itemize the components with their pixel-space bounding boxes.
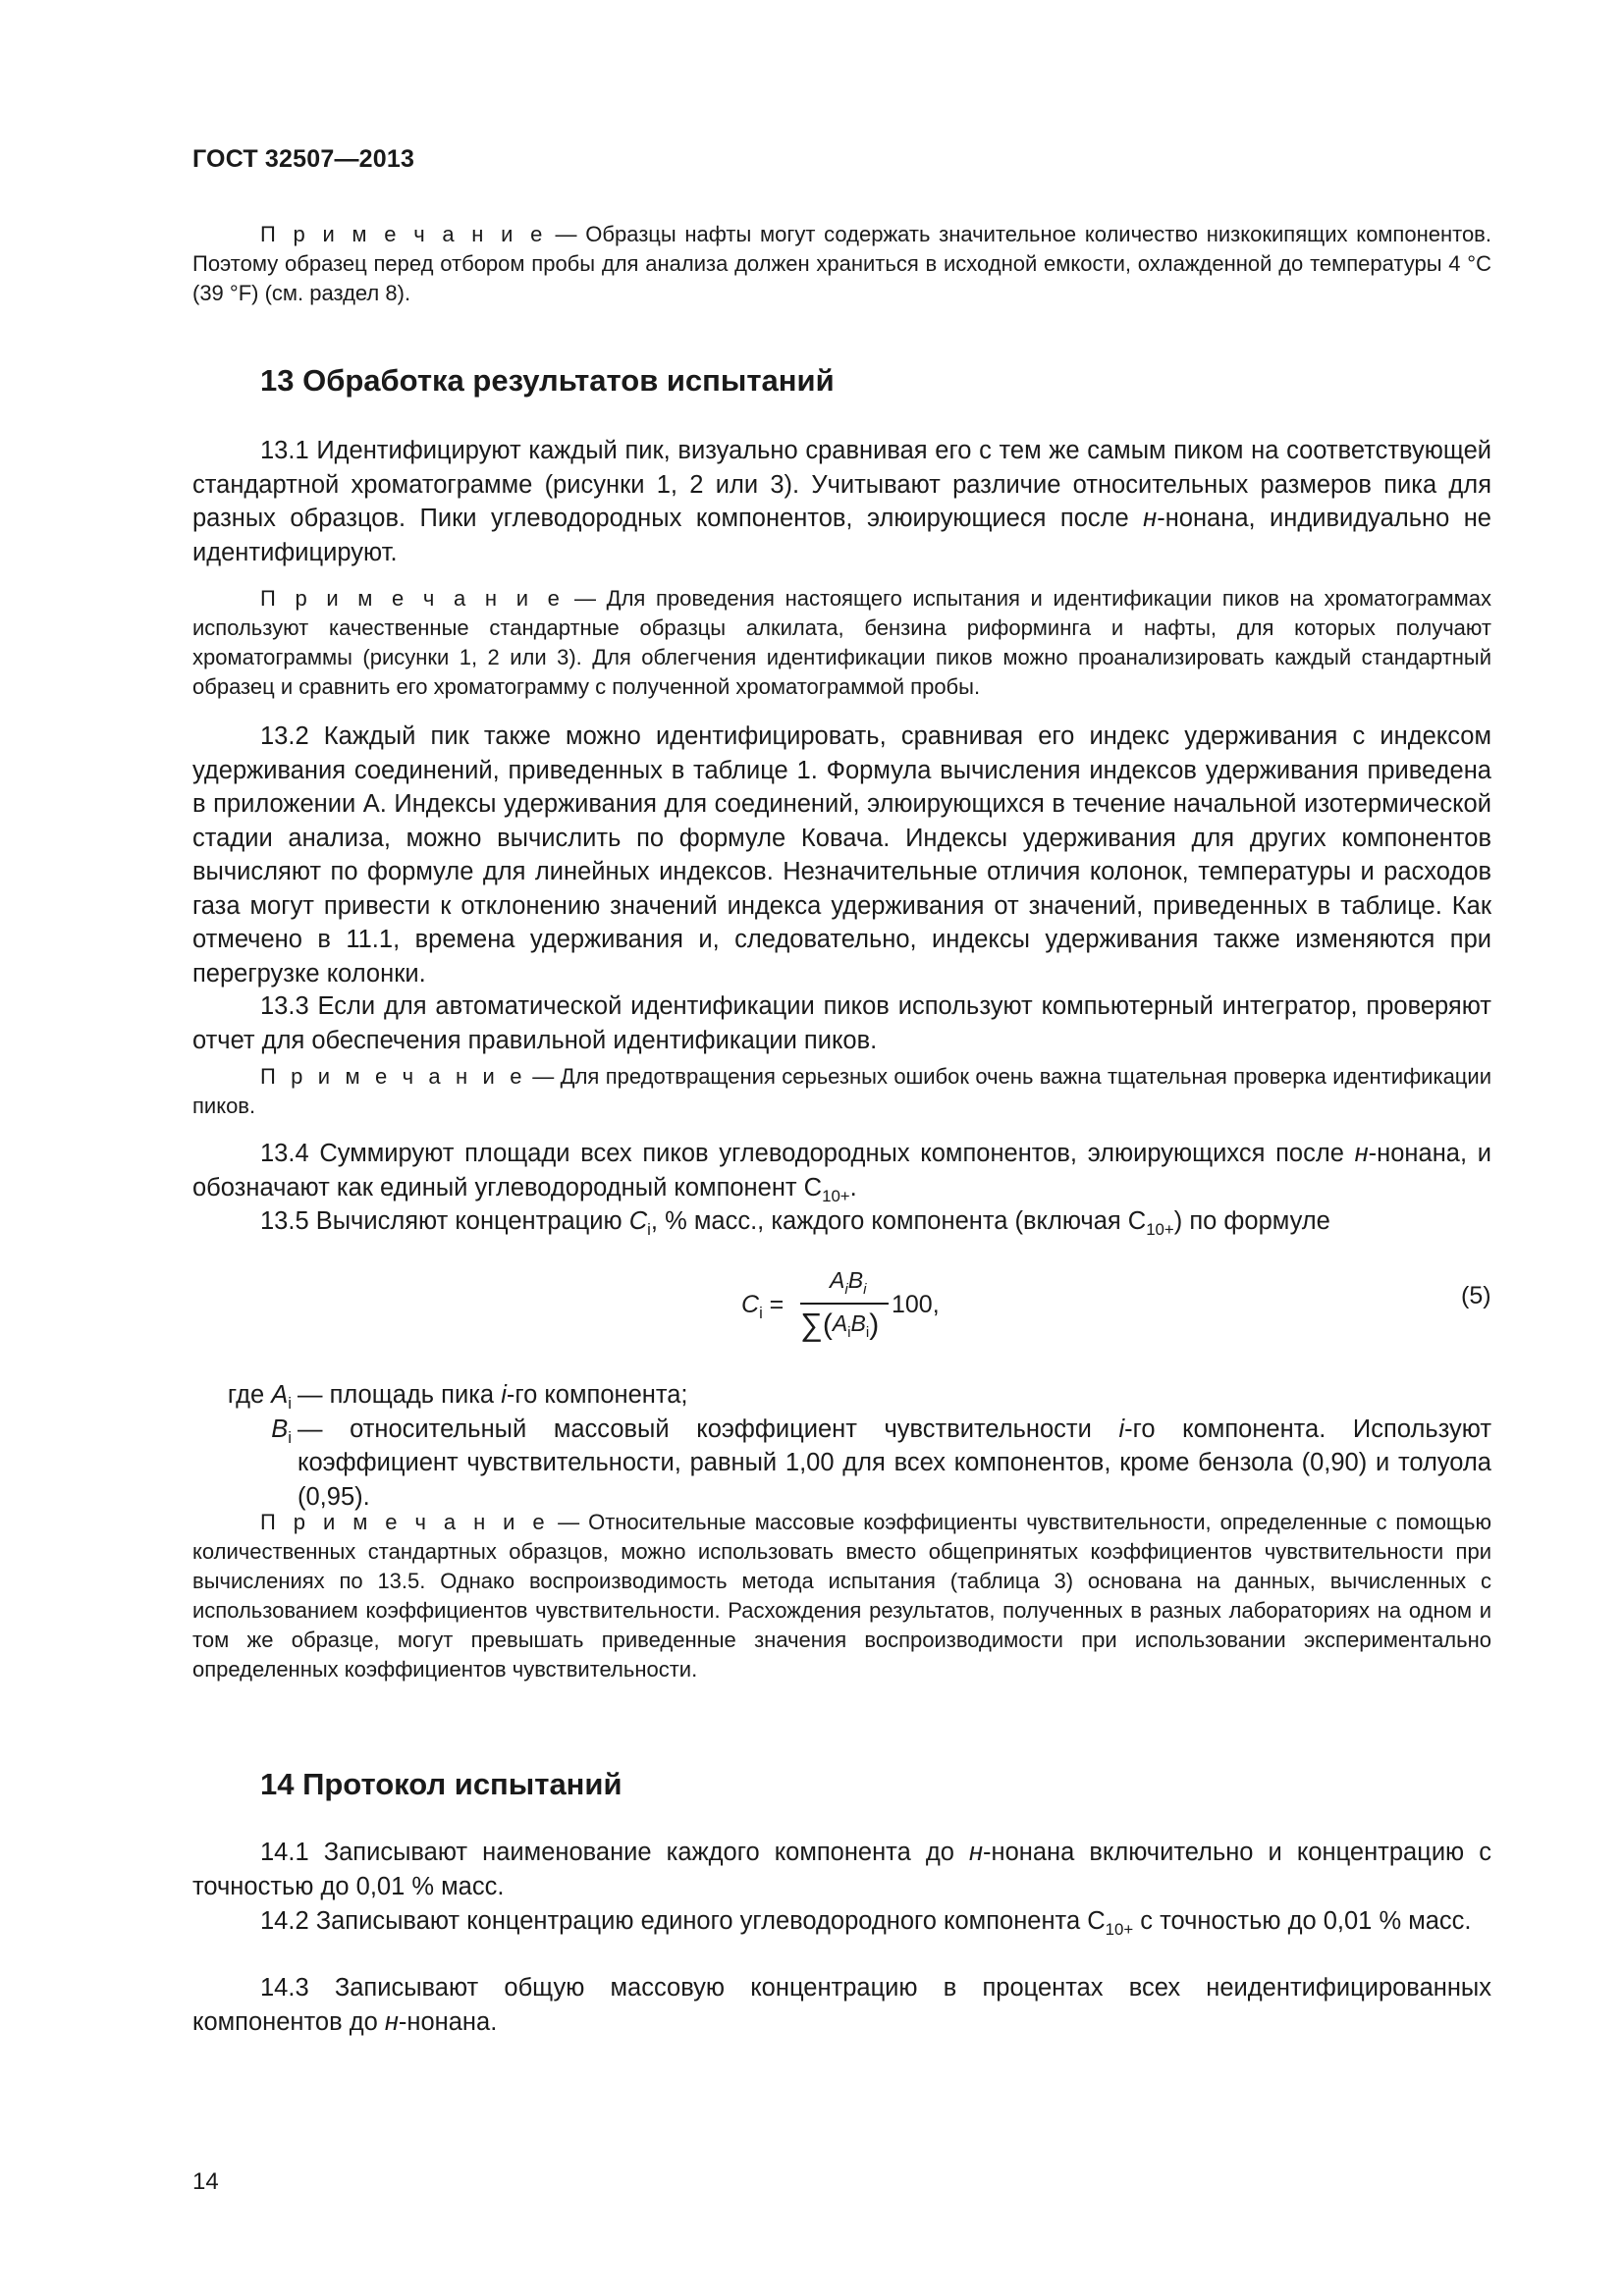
p135-ci-sub: i [647,1220,651,1239]
note-text: — Относительные массовые коэффициенты чувствительности, определенные с помощью количественных стандартных образцов, можно использовать вместо общепринятых коэффициентов чувствительности при вычислениях по 13.5. Однако воспроизводимость метода испытания (таблица 3) основана на данных, вычисленных с использованием коэффициентов чувствительности. Расхождения результатов, полученных в разных лабораториях на одном и том же образце, могут превышать приведенные значения воспроизводимости при использовании экспериментально определенных коэффициентов чувствительности. [192,1510,1491,1682]
p135-text-c: ) по формуле [1173,1207,1330,1235]
p135-text-a: 13.5 Вычисляют концентрацию [260,1207,629,1235]
paragraph-14-2 [192,1904,1491,1939]
note-text: — Для предотвращения серьезных ошибок очень важна тщательная проверка идентификации пиков. [192,1064,1491,1118]
formula-lhs-sub: i [759,1305,763,1322]
note-13-1 [192,584,1491,702]
p135-text-b: , % масс., каждого компонента (включая С [650,1207,1147,1235]
p135-sub: 10+ [1146,1220,1174,1239]
where-ai-text-b: -го компонента; [506,1381,688,1409]
where-bi-sub: i [288,1427,292,1447]
p134-text-b: -нонана, и обозначают как единый углеводородный компонент С [192,1140,1491,1201]
where-bi-text-b: -го компонента. Используют коэффициент чувствительности, равный 1,00 для всех компонентов, кроме бензола (0,90) и толуола (0,95). [298,1415,1492,1511]
sum-sign: ∑ [800,1307,823,1342]
formula-num-b: B [847,1267,864,1293]
note-naphtha-storage [192,220,1491,308]
p131-text-b: -нонана, индивидуально не идентифицируют. [192,505,1491,566]
formula-eq: = [762,1291,785,1318]
fraction-bar [800,1303,889,1305]
note-13-3 [192,1062,1491,1121]
p135-ci: C [628,1207,648,1235]
paragraph-13-3 [192,989,1491,1057]
where-item-bi [192,1413,1491,1515]
section-14-heading: 14 Протокол испытаний [260,1767,623,1801]
p134-text-c: . [849,1173,857,1201]
note-text: — Для проведения настоящего испытания и идентификации пиков на хроматограммах используют качественные стандартные образцы алкилата, бензина риформинга и нафты, для которых получают хроматограммы (рисунки 1, 2 или 3). Для облегчения идентификации пиков можно проанализировать каждый стандартный образец и сравнить его хроматограмму с полученной хроматограммой пробы. [192,586,1491,699]
formula-5 [731,1261,967,1350]
formula-lpar: ( [822,1308,833,1341]
where-ai-i: i [501,1381,507,1409]
p142-sub: 10+ [1105,1920,1134,1939]
where-item-ai [192,1378,1491,1413]
paragraph-13-4 [192,1137,1491,1204]
note-13-5 [192,1508,1491,1684]
paragraph-14-1 [192,1836,1491,1903]
formula-lhs: C [741,1291,760,1318]
where-ai-symbol: A [271,1381,289,1409]
formula-numerator [830,1267,867,1298]
where-ai-text-a: — площадь пика [298,1381,502,1409]
document-standard-header: ГОСТ 32507—2013 [192,145,415,173]
p131-n-italic: н [1143,505,1158,532]
formula-den-b: B [850,1310,866,1336]
p142-text-b: с точностью до 0,01 % масс. [1133,1907,1472,1935]
formula-denominator [800,1307,879,1343]
section-13-heading: 13 Обработка результатов испытаний [260,363,835,398]
note-label: П р и м е ч а н и е [260,1064,526,1089]
page-number: 14 [192,2168,219,2195]
formula-rpar: ) [869,1308,880,1341]
p132-text: 13.2 Каждый пик также можно идентифицировать, сравнивая его индекс удерживания с индексом удерживания соединений, приведенных в таблице 1. Формула вычисления индексов удерживания приведена в приложении А. Индексы удерживания для соединений, элюирующихся в течение начальной изотермической стадии анализа, можно вычислить по формуле Ковача. Индексы удерживания для других компонентов вычисляют по формуле для линейных индексов. Незначительные отличия колонок, температуры и расходов газа могут привести к отклонению значений индекса удерживания от значений, приведенных в таблице. Как отмечено в 11.1, времена удерживания и, следовательно, индексы удерживания также изменяются при перегрузке колонки. [192,722,1491,988]
paragraph-14-3 [192,1971,1491,2039]
p134-sub: 10+ [822,1186,850,1205]
formula-rest: 100, [892,1291,940,1318]
paragraph-13-1 [192,434,1491,569]
p131-text-a: 13.1 Идентифицируют каждый пик, визуально сравнивая его с тем же самым пиком на соответствующей стандартной хроматограмме (рисунки 1, 2 или 3). Учитывают различие относительных размеров пика для разных образцов. Пики углеводородных компонентов, элюирующиеся после [192,437,1491,532]
formula-den-a: A [832,1310,848,1336]
p143-text-b: -нонана. [398,2007,498,2036]
p133-text: 13.3 Если для автоматической идентификации пиков используют компьютерный интегратор, проверяют отчет для обеспечения правильной идентификации пиков. [192,992,1491,1054]
note-label: П р и м е ч а н и е [260,222,547,246]
paragraph-13-5 [192,1204,1491,1239]
where-prefix: где [227,1381,272,1409]
where-ai-sub: i [288,1394,292,1413]
note-label: П р и м е ч а н и е [260,1510,550,1534]
note-text: — Образцы нафты могут содержать значительное количество низкокипящих компонентов. Поэтому образец перед отбором пробы для анализа должен храниться в исходной емкости, охлажденной до температуры 4 °С (39 °F) (см. раздел 8). [192,222,1491,305]
p142-text-a: 14.2 Записывают концентрацию единого углеводородного компонента С [260,1907,1106,1935]
formula-num-a-sub: i [844,1281,848,1298]
where-bi-text-a: — относительный массовый коэффициент чувствительности [298,1415,1119,1443]
formula-number: (5) [1461,1282,1491,1309]
formula-num-a: A [830,1267,845,1293]
formula-den-a-sub: i [847,1324,851,1341]
p141-n-italic: н [968,1839,984,1866]
p143-n-italic: н [384,2007,399,2036]
formula-num-b-sub: i [863,1281,867,1298]
p141-text-b: -нонана включительно и концентрацию с точностью до 0,01 % масс. [192,1839,1492,1900]
where-list [192,1378,1491,1514]
p141-text-a: 14.1 Записывают наименование каждого компонента до [260,1839,969,1866]
where-bi-i: i [1118,1415,1125,1443]
note-label: П р и м е ч а н и е [260,586,565,611]
p143-text-a: 14.3 Записывают общую массовую концентрацию в процентах всех неидентифицированных компонентов до [192,1974,1491,2036]
p134-n-italic: н [1354,1140,1369,1167]
paragraph-13-2 [192,720,1491,990]
formula-den-b-sub: i [865,1324,870,1341]
where-bi-symbol: B [271,1415,289,1443]
p134-text-a: 13.4 Суммируют площади всех пиков углеводородных компонентов, элюирующихся после [260,1140,1355,1167]
